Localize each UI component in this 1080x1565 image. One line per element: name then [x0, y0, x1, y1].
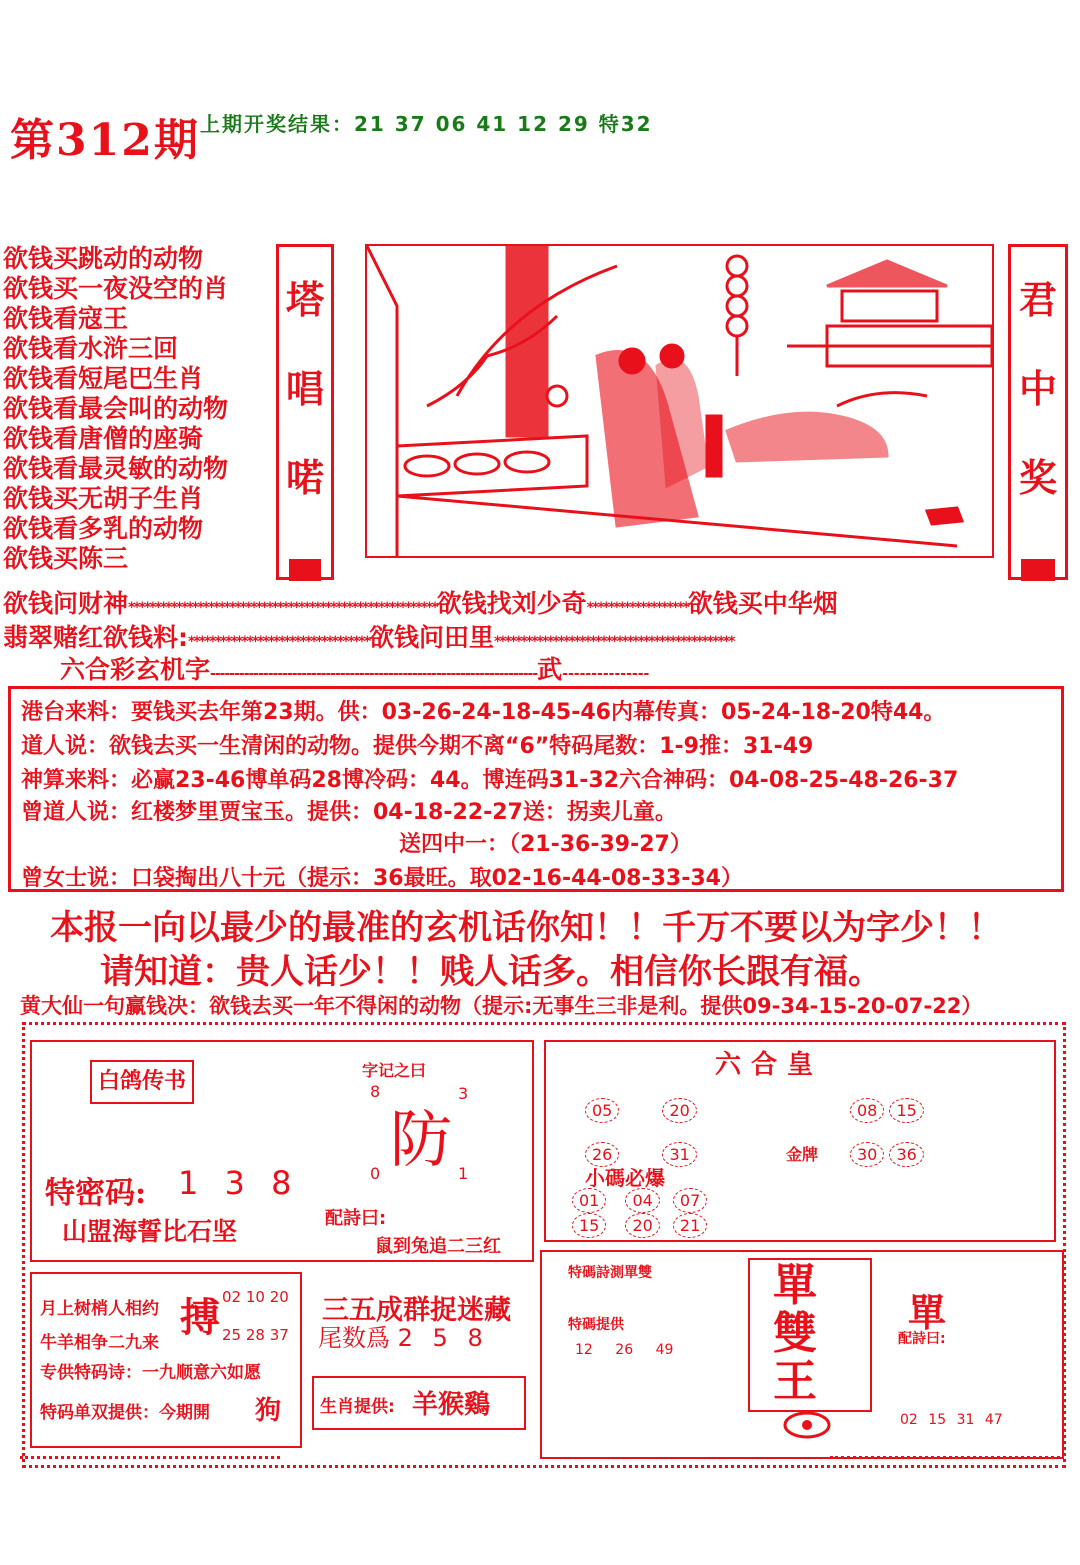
number-grid-b: [850, 1098, 924, 1167]
danshuang-value: 狗: [255, 1396, 282, 1426]
riddle-item: 欲钱看寇王: [3, 304, 129, 333]
number-grid-a: [585, 1098, 697, 1167]
riddle-item: 欲钱看短尾巴生肖: [3, 364, 204, 393]
papercut-illustration: [365, 244, 994, 558]
tip-line: 神算来料：必赢23-46博单码28博冷码：44。博连码31-32六合神码：04-08-25-48-26-37: [21, 768, 959, 793]
tip-line: 道人说：欲钱去买一生清闲的动物。提供今期不离“6”特码尾数：1-9推：31-49: [21, 734, 814, 759]
corner-number: 3: [458, 1084, 469, 1103]
number-ball: 21: [673, 1213, 707, 1238]
danshuang-label: 特码单双提供：今期開: [40, 1403, 210, 1423]
tip-line: 曾道人说：红楼梦里贾宝玉。提供：04-18-22-27送：拐卖儿童。: [21, 800, 677, 825]
number-ball: 15: [889, 1098, 923, 1123]
bo-numbers: 25 28 37: [222, 1326, 289, 1344]
sanwu-poem: 三五成群捉迷藏: [322, 1295, 511, 1326]
star-divider: *********************************************: [493, 634, 734, 650]
riddle-item: 欲钱看唐僧的座骑: [3, 424, 204, 453]
dsw-char: 單: [773, 1260, 817, 1311]
teshi-title: 特碼詩測單雙: [568, 1265, 652, 1281]
bo-numbers: 02 10 20: [222, 1288, 289, 1306]
number-value: 49: [655, 1342, 674, 1358]
left-banner: [276, 244, 334, 580]
line-one: [3, 584, 838, 620]
riddle-item: 欲钱看多乳的动物: [3, 514, 204, 543]
slogan-line: 请知道：贵人话少！！贱人话多。相信你长跟有福。: [100, 952, 882, 992]
riddle-item: 欲钱买跳动的动物: [3, 244, 204, 273]
bottom-border-left: [20, 1456, 280, 1471]
weishu-line: [318, 1318, 489, 1353]
number-ball: 26: [585, 1142, 619, 1167]
star-divider: **********************************: [188, 634, 369, 650]
star-divider: **********************************************************: [128, 600, 437, 616]
right-banner-char: 奖: [1018, 456, 1057, 500]
number-row-e: [900, 1412, 1003, 1428]
number-grid-c: [572, 1188, 707, 1238]
corner-number: 1: [458, 1164, 469, 1183]
number-value: 15: [928, 1412, 947, 1428]
dsw-char: 王: [773, 1356, 817, 1407]
line-text: 六合彩玄机字: [60, 655, 211, 684]
number-ball: 15: [572, 1213, 606, 1238]
number-ball: 20: [662, 1098, 696, 1123]
dash-divider: ---------------: [562, 666, 650, 682]
tema-numbers: 1 3 8: [178, 1164, 300, 1202]
line-text: 欲钱买中华烟: [687, 589, 838, 618]
peishi-label: 配詩曰:: [325, 1208, 387, 1229]
tip-line: 曾女士说：口袋掏出八十元（提示：36最旺。取02-16-44-08-33-34）: [21, 866, 743, 891]
liuhe-title: 六合皇: [715, 1050, 824, 1080]
weishu-value: 2 5 8: [397, 1324, 489, 1352]
number-row-d: [575, 1342, 673, 1358]
riddle-item: 欲钱买陈三: [3, 544, 129, 573]
left-banner-char: 喏: [285, 456, 324, 500]
gold-label: 金牌: [786, 1145, 819, 1164]
line-text: 欲钱问财神: [3, 589, 129, 618]
tema-label: 特密码:: [45, 1176, 147, 1211]
dsw-char: 雙: [773, 1308, 817, 1359]
left-banner-char: 塔: [285, 278, 324, 322]
riddle-item: 欲钱看最会叫的动物: [3, 394, 229, 423]
peishi-text: 鼠到兔追二三红: [375, 1236, 501, 1257]
number-value: 12: [575, 1342, 593, 1358]
special-poem: 专供特码诗：一九顺意六如愿: [40, 1363, 261, 1383]
corner-number: 0: [370, 1164, 381, 1183]
number-ball: 04: [625, 1188, 659, 1213]
tetigong-label: 特碼提供: [568, 1317, 624, 1333]
small-code-title: 小碼必爆: [585, 1166, 665, 1190]
dash-divider: --------------------------------------------------------------------: [210, 666, 538, 682]
bo-character: 搏: [180, 1294, 220, 1341]
tema-poem: 山盟海誓比石坚: [62, 1217, 238, 1246]
right-banner: [1008, 244, 1068, 580]
line-text: 欲钱找刘少奇: [436, 589, 587, 618]
flower-icon: [782, 1410, 832, 1440]
riddle-item: 欲钱买无胡子生肖: [3, 484, 204, 513]
zi-character: 防: [390, 1103, 453, 1176]
issue-number: 第312期: [10, 115, 200, 166]
number-value: 02: [900, 1412, 918, 1428]
banner-base: [1021, 559, 1055, 581]
riddle-list: [3, 244, 278, 574]
dsw-title: [773, 1262, 817, 1406]
left-banner-char: 唱: [285, 367, 324, 411]
tip-line: 送四中一：（21-36-39-27）: [399, 832, 692, 857]
tips-box: [8, 686, 1064, 892]
line-text: 翡翠赌红欲钱料:: [3, 623, 188, 652]
right-banner-char: 君: [1018, 278, 1057, 322]
poem-line: 牛羊相争二九来: [40, 1333, 159, 1353]
number-ball: 07: [673, 1188, 707, 1213]
shengxiao-label: 生肖提供:: [320, 1397, 395, 1417]
right-banner-char: 中: [1018, 367, 1057, 411]
riddle-item: 欲钱看最灵敏的动物: [3, 454, 229, 483]
last-draw-result: 上期开奖结果：21 37 06 41 12 29 特32: [200, 112, 653, 136]
shengxiao-value: 羊猴鷄: [412, 1390, 491, 1420]
number-ball: 01: [572, 1188, 606, 1213]
line-two: [3, 618, 733, 654]
right-peishi-label: 配詩曰:: [898, 1331, 946, 1347]
line-text: 武: [537, 655, 563, 684]
line-text: 欲钱问田里: [368, 623, 494, 652]
star-divider: *******************: [586, 600, 688, 616]
pigeon-title: 白鸽传书: [90, 1060, 194, 1104]
huang-daxian-tip: 黄大仙一句赢钱决：欲钱去买一年不得闲的动物（提示:无事生三非是利。提供09-34-15-20-07-22）: [20, 994, 983, 1018]
right-title-char: 單: [908, 1290, 947, 1335]
papercut-scene-icon: [367, 246, 992, 556]
riddle-item: 欲钱看水浒三回: [3, 334, 179, 363]
number-ball: 05: [585, 1098, 619, 1123]
corner-number: 8: [370, 1082, 381, 1101]
number-ball: 08: [850, 1098, 884, 1123]
number-ball: 30: [850, 1142, 884, 1167]
number-ball: 20: [625, 1213, 659, 1238]
slogan-line: 本报一向以最少的最准的玄机话你知！！千万不要以为字少！！: [50, 908, 1002, 948]
number-ball: 31: [662, 1142, 696, 1167]
weishu-label: 尾数爲: [318, 1324, 390, 1352]
line-three: [60, 650, 649, 686]
number-value: 47: [984, 1412, 1003, 1428]
poem-line: 月上树梢人相约: [40, 1299, 159, 1319]
number-value: 31: [956, 1412, 975, 1428]
bottom-border-right: [830, 1456, 1060, 1471]
number-ball: 36: [889, 1142, 923, 1167]
number-value: 26: [615, 1342, 634, 1358]
riddle-item: 欲钱买一夜没空的肖: [3, 274, 229, 303]
zi-title: 字记之曰: [362, 1061, 427, 1080]
tip-line: 港台来料：要钱买去年第23期。供：03-26-24-18-45-46内幕传真：05-24-18-20特44。: [21, 700, 946, 725]
banner-base: [289, 559, 321, 581]
